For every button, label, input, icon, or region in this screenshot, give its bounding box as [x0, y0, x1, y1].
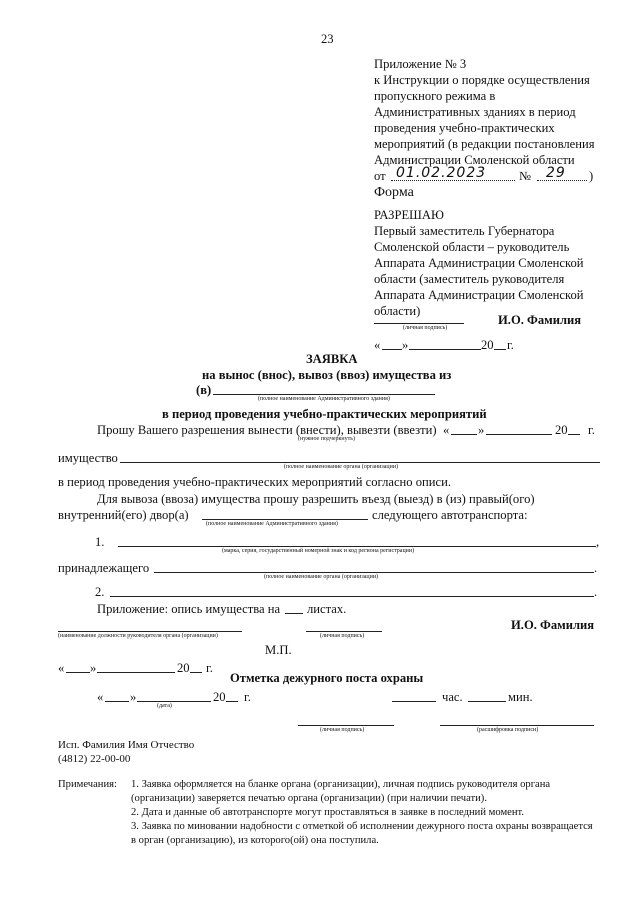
guard-date-close: »: [130, 690, 137, 704]
underline-caption: (нужное подчеркнуть): [298, 436, 355, 442]
request-date-close: »: [90, 661, 97, 675]
vehicle-line-2: [110, 596, 594, 597]
guard-hours-line: [392, 701, 436, 702]
request-signature-line: [306, 631, 382, 632]
ask-year: 20: [555, 423, 568, 437]
appendix-line: к Инструкции о порядке осуществления: [374, 73, 590, 87]
appendix-num-line: [537, 180, 587, 181]
appendix-line: Приложение № 3: [374, 57, 467, 71]
request-period: в период проведения учебно-практических мероприятий: [162, 407, 487, 421]
approve-date-open: «: [374, 338, 381, 352]
position-line: [58, 631, 242, 632]
ask-year-line: [568, 434, 580, 435]
approve-signature-line: [374, 323, 464, 324]
attachment-text-a: Приложение: опись имущества на: [97, 602, 281, 616]
request-year-end: г.: [206, 661, 213, 675]
position-caption: (наименование должности руководителя органа (организации): [58, 633, 218, 639]
ask-date-open: «: [443, 423, 450, 437]
note-1b: (организации) заверяется печатью органа (организации) (при наличии печати).: [131, 793, 487, 804]
guard-signature-caption: (личная подпись): [320, 727, 365, 733]
approve-line: Аппарата Администрации Смоленской: [374, 288, 584, 302]
approve-line: Первый заместитель Губернатора: [374, 224, 555, 238]
vehicle-caption: (марка, серия, государственный номерной знак и код региона регистрации): [222, 548, 415, 554]
appendix-line: пропускного режима в: [374, 89, 496, 103]
approve-line: области (заместитель руководителя: [374, 272, 565, 286]
approve-year-end: г.: [507, 338, 514, 352]
ask-month-line: [486, 434, 552, 435]
vehicle-line-1: [118, 546, 596, 547]
executor-line-2: (4812) 22-00-00: [58, 753, 131, 765]
guard-month-line: [137, 701, 211, 702]
approve-year-line: [494, 349, 506, 350]
vehicle-2-dot: .: [594, 585, 598, 599]
property-label: имущество: [58, 451, 118, 465]
appendix-line: проведения учебно-практических: [374, 121, 555, 135]
guard-year: 20: [213, 690, 226, 704]
approve-line: Смоленской области – руководитель: [374, 240, 570, 254]
period-list-text: в период проведения учебно-практических мероприятий согласно описи.: [58, 475, 451, 489]
request-year: 20: [177, 661, 190, 675]
attachment-text-b: листах.: [307, 602, 347, 616]
request-subtitle: на вынос (внос), вывоз (ввоз) имущества из: [202, 368, 452, 382]
request-signature-caption: (личная подпись): [320, 633, 365, 639]
approve-name: И.О. Фамилия: [498, 313, 582, 327]
property-org-caption: (полное наименование органа (организации): [284, 464, 399, 470]
note-3a: 3. Заявка по миновании надобности с отметкой об исполнении дежурного поста охраны возвращается: [131, 821, 593, 832]
guard-year-end: г.: [244, 690, 251, 704]
guard-minutes-line: [468, 701, 506, 702]
vehicle-item-2: 2.: [95, 585, 105, 599]
entry-line-2a: внутренний(его) двор(а): [58, 508, 189, 522]
appendix-paren: ): [589, 169, 594, 183]
appendix-num-handwritten: 29: [546, 165, 566, 181]
belongs-label: принадлежащего: [58, 561, 150, 575]
appendix-date-handwritten: 01.02.2023: [396, 165, 487, 181]
approve-year: 20: [481, 338, 494, 352]
request-name: И.О. Фамилия: [511, 618, 595, 632]
guard-title: Отметка дежурного поста охраны: [230, 671, 424, 685]
yard-caption: (полное наименование Административного здания): [206, 521, 338, 527]
appendix-num-sign: №: [519, 169, 532, 183]
appendix-ot: от: [374, 169, 386, 183]
appendix-line: Администрации Смоленской области: [374, 153, 575, 167]
seal-label: М.П.: [265, 643, 292, 657]
request-v-label: (в): [196, 383, 212, 397]
approve-line: области): [374, 304, 421, 318]
appendix-line: Административных зданиях в период: [374, 105, 576, 119]
guard-decode-line: [440, 725, 594, 726]
notes-label: Примечания:: [58, 779, 117, 790]
belongs-dot: .: [594, 561, 598, 575]
form-label: Форма: [374, 185, 414, 200]
request-title: ЗАЯВКА: [306, 352, 358, 366]
request-year-line: [190, 672, 202, 673]
page-number: 23: [321, 32, 334, 46]
approve-signature-caption: (личная подпись): [403, 325, 448, 331]
belongs-line: [154, 572, 594, 573]
guard-year-line: [226, 701, 238, 702]
approve-title: РАЗРЕШАЮ: [374, 208, 444, 222]
note-2: 2. Дата и данные об автотранспорте могут проставляться в заявке в последний момент.: [131, 807, 525, 818]
approve-day-line: [382, 349, 402, 350]
appendix-date-line: [391, 180, 515, 181]
ask-date-close: »: [478, 423, 485, 437]
ask-day-line: [451, 434, 477, 435]
executor-line-1: Исп. Фамилия Имя Отчество: [58, 739, 195, 751]
ask-year-end: г.: [588, 423, 595, 437]
guard-signature-line: [298, 725, 394, 726]
guard-decode-caption: (расшифровка подписи): [477, 727, 539, 733]
approve-line: Аппарата Администрации Смоленской: [374, 256, 584, 270]
entry-line-2b: следующего автотранспорта:: [372, 508, 528, 522]
request-date-open: «: [58, 661, 65, 675]
guard-minutes: мин.: [508, 690, 533, 704]
vehicle-comma: ,: [596, 535, 600, 549]
guard-date-caption: (дата): [157, 703, 172, 709]
note-3b: в орган (организацию), из которого(ой) она поступила.: [131, 835, 379, 846]
building-caption: (полное наименование Административного здания): [258, 396, 390, 402]
entry-line-1: Для вывоза (ввоза) имущества прошу разрешить въезд (выезд) в (из) правый(ого): [97, 492, 535, 506]
request-month-line: [97, 672, 175, 673]
building-line: [213, 394, 435, 395]
guard-day-line: [105, 701, 129, 702]
yard-line: [202, 519, 368, 520]
property-line: [120, 462, 600, 463]
vehicle-item-1: 1.: [95, 535, 105, 549]
guard-hours: час.: [442, 690, 463, 704]
guard-date-open: «: [97, 690, 104, 704]
approve-month-line: [409, 349, 481, 350]
ask-text: Прошу Вашего разрешения вынести (внести), вывезти (ввезти): [97, 423, 437, 437]
belongs-caption: (полное наименование органа (организации): [264, 574, 379, 580]
note-1a: 1. Заявка оформляется на бланке органа (организации), личная подпись руководителя органа: [131, 779, 551, 790]
approve-date-close: »: [402, 338, 409, 352]
request-day-line: [66, 672, 90, 673]
attachment-pages-line: [285, 613, 303, 614]
appendix-line: мероприятий (в редакции постановления: [374, 137, 595, 151]
